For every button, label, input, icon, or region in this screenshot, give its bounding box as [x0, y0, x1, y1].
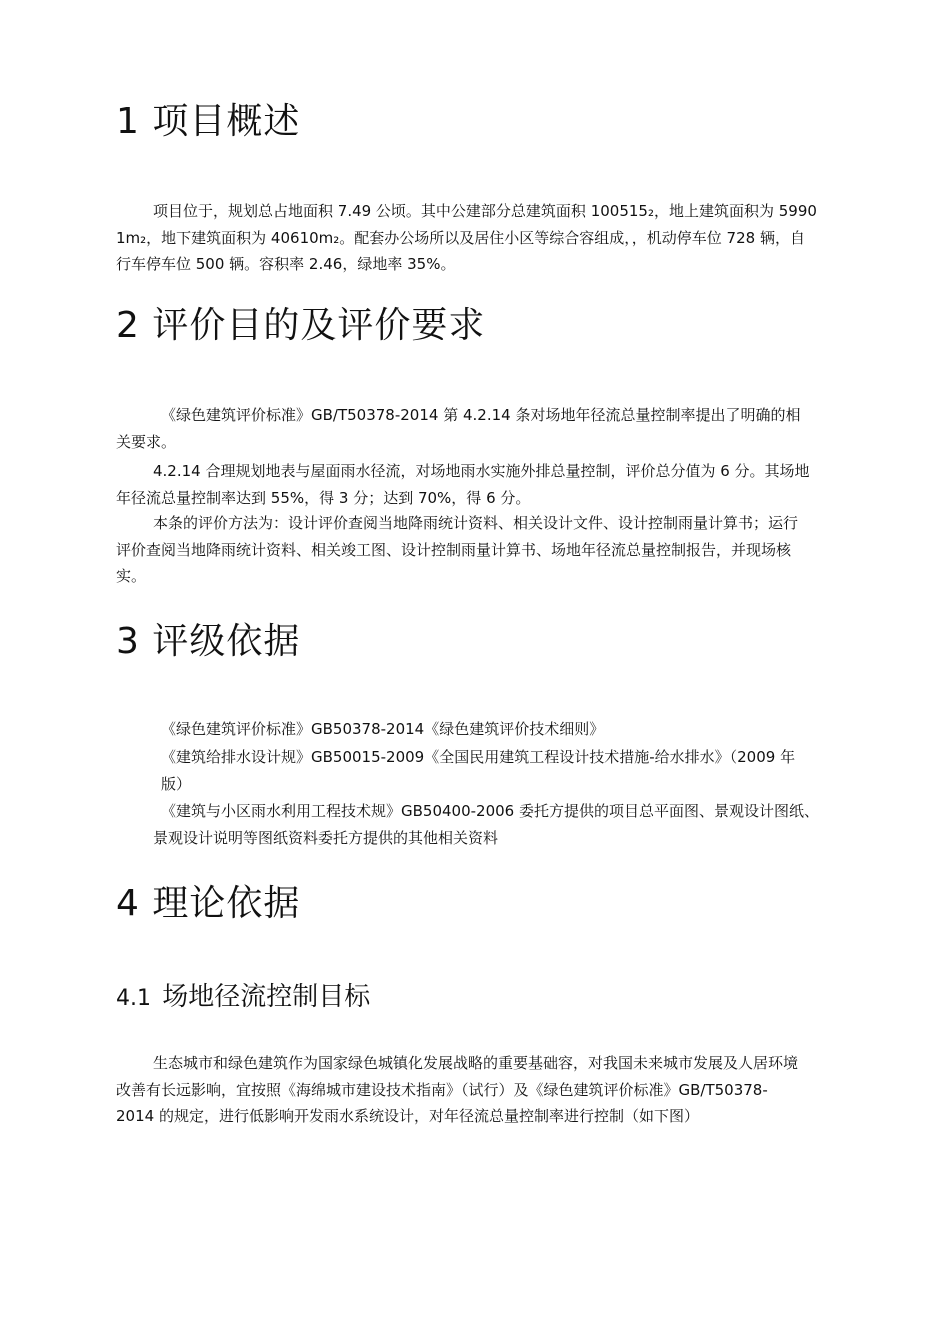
project-overview-paragraph	[116, 198, 817, 278]
text-line: 实。	[116, 567, 147, 585]
text-line: 《绿色建筑评价标准》GB/T50378-2014 第 4.2.14 条对场地年径流总量控制率提出了明确的相	[161, 406, 801, 424]
section-number: 4.1	[116, 986, 151, 1011]
text-line: 关要求。	[116, 432, 177, 451]
text-line: 景观设计说明等图纸资料委托方提供的其他相关资料	[153, 828, 499, 847]
text-line: 评价查阅当地降雨统计资料、相关竣工图、设计控制雨量计算书、场地年径流总量控制报告，并现场核	[116, 540, 792, 559]
section-3-heading: 3 评级依据	[116, 621, 301, 662]
section-4-1-heading	[116, 984, 370, 1010]
reference-item	[153, 798, 819, 851]
text-line: 生态城市和绿色建筑作为国家绿色城镇化发展战略的重要基础容，对我国未来城市发展及人居环境	[153, 1054, 799, 1072]
reference-item	[161, 716, 604, 743]
section-title: 场地径流控制目标	[162, 982, 371, 1012]
text-line: 4.2.14 合理规划地表与屋面雨水径流，对场地雨水实施外排总量控制，评价总分值为 6 分。其场地	[153, 462, 810, 480]
text-line: 版）	[161, 774, 192, 793]
evaluation-method-paragraph	[116, 510, 798, 590]
section-1-heading: 1 项目概述	[116, 101, 301, 142]
text-line: 年径流总量控制率达到 55%，得 3 分；达到 70%，得 6 分。	[116, 488, 531, 507]
clause-paragraph	[116, 458, 810, 511]
text-line: 行车停车位 500 辆。容积率 2.46，绿地率 35%。	[116, 255, 456, 273]
text-line: 《绿色建筑评价标准》GB50378-2014《绿色建筑评价技术细则》	[161, 720, 605, 738]
text-line: 改善有长远影响，宜按照《海绵城市建设技术指南》（试行）及《绿色建筑评价标准》GB/T50378-	[116, 1080, 768, 1099]
section-4-heading: 4 理论依据	[116, 883, 301, 924]
text-line: 《建筑与小区雨水利用工程技术规》GB50400-2006 委托方提供的项目总平面图、景观设计图纸、	[161, 802, 819, 820]
text-line: 1m₂，地下建筑面积为 40610m₂。配套办公场所以及居住小区等综合容组成，，机动停车位 728 辆，自	[116, 228, 805, 247]
text-line: 2014 的规定，进行低影响开发雨水系统设计，对年径流总量控制率进行控制（如下图）	[116, 1107, 699, 1125]
standard-requirement-paragraph	[116, 402, 800, 455]
text-line: 《建筑给排水设计规》GB50015-2009《全国民用建筑工程设计技术措施-给水排水》（2009 年	[161, 748, 796, 766]
text-line: 本条的评价方法为：设计评价查阅当地降雨统计资料、相关设计文件、设计控制雨量计算书；运行	[153, 514, 799, 532]
section-2-heading: 2 评价目的及评价要求	[116, 305, 486, 346]
text-line: 项目位于，规划总占地面积 7.49 公顷。其中公建部分总建筑面积 100515₂，地上建筑面积为 5990	[153, 202, 817, 220]
reference-item	[161, 744, 795, 797]
background-paragraph	[116, 1050, 798, 1130]
